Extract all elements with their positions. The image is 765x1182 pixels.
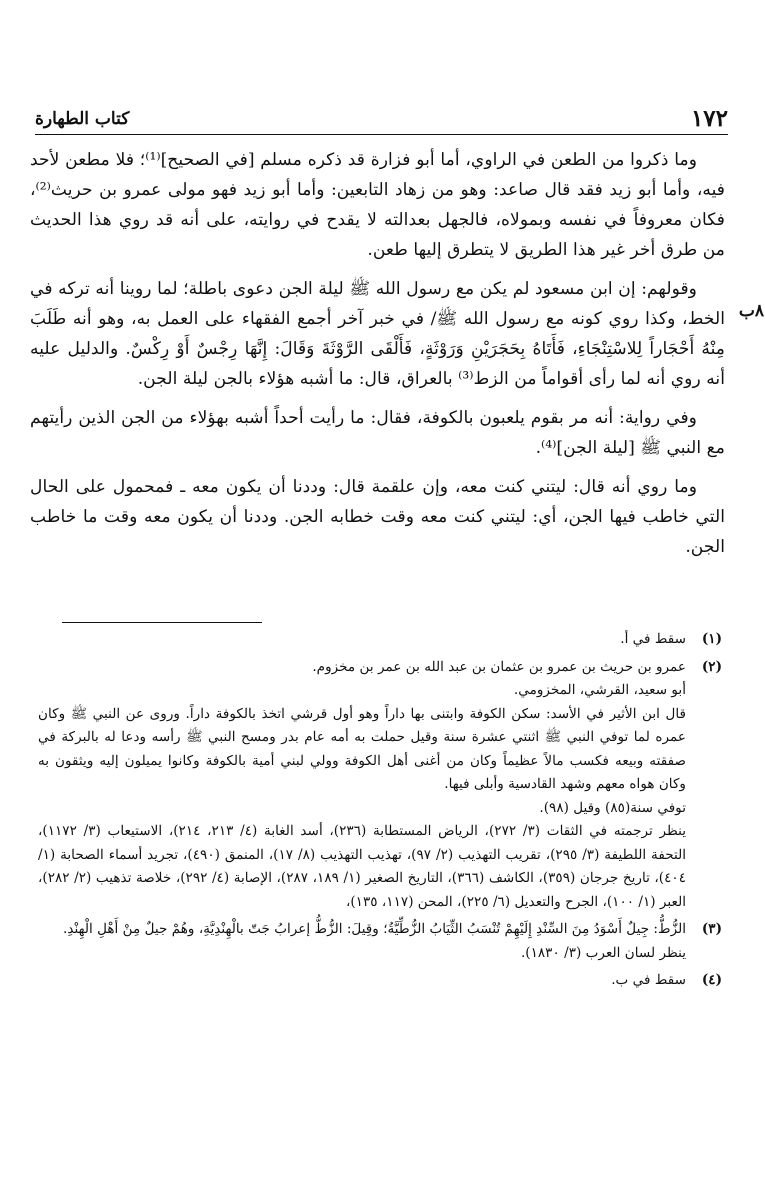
footnote xyxy=(38,628,722,652)
footnote-separator xyxy=(62,622,262,623)
footnote-number: (٤) xyxy=(701,972,722,988)
footnote-number: (٢) xyxy=(701,658,722,675)
footnote-line: الزُّطُّ: جِيلٌ أَسْوَدُ مِنَ السِّنْدِ إِلَيْهِمْ تُنْسَبُ الثِّيَابُ الزُّطِّيَّةُ؛ وقِيلَ: الزُّطُّ إعرابُ جَتّ بالْهِنْدِيَّةِ، وهُمْ جيلٌ مِنْ أَهْلِ الْهِنْدِ. xyxy=(63,921,686,937)
footnote xyxy=(38,969,722,993)
footnote xyxy=(38,918,722,965)
book-title: كتاب الطهارة xyxy=(35,109,130,129)
footnote-number: (٣) xyxy=(701,921,722,937)
footnote-body xyxy=(38,656,686,915)
footnote-line: عمرو بن حريث بن عمرو بن عثمان بن عبد الله بن عمر بن مخزوم. xyxy=(312,658,686,675)
footnote-line: سقط في أ. xyxy=(620,631,686,647)
footnote-line: أبو سعيد، القرشي، المخزومي. xyxy=(513,682,686,698)
footnote-body xyxy=(38,628,686,652)
footnote xyxy=(38,656,722,915)
footnotes xyxy=(38,628,722,997)
footnote-line: سقط في ب. xyxy=(611,972,686,988)
header-rule xyxy=(35,134,728,135)
page-number: ١٧٢ xyxy=(690,105,728,132)
paragraph: وفي رواية: أنه مر بقوم يلعبون بالكوفة، فقال: ما رأيت أحداً أشبه بهؤلاء من الجن الذين رأيتهم مع النبي ﷺ [ليلة الجن]⁽⁴⁾. xyxy=(30,408,725,458)
footnote-body xyxy=(38,969,686,993)
footnote-body xyxy=(38,918,686,965)
footnote-number: (١) xyxy=(701,631,722,647)
main-text xyxy=(30,145,725,571)
footnote-line: ينظر ترجمته في الثقات (٣/ ٢٧٢)، الرياض المستطابة (٢٣٦)، أسد الغابة (٤/ ٢١٣، ٢١٤)، الاستيعاب (٣/ ١١٧٢)، التحفة اللطيفة (٣/ ٢٩٥)، تقريب التهذيب (٢/ ٩٧)، تهذيب التهذيب (٨/ ١٧)، المنمق (٤٩٠)، تجريد أسماء الصحابة (١/ ٤٠٤)، تاريخ جرجان (٣٥٩)، الكاشف (٣٦٦)، التاريخ الصغير (١/ ١٨٩، ٢٨٧)، الإصابة (٤/ ٢٩٢)، خلاصة تذهيب (٢/ ٢٨٢)، العبر (١/ ١٠٠)، الجرح والتعديل (٦/ ٢٢٥)، المحن (١١٧، ١٣٥)، xyxy=(38,823,687,910)
paragraph: وقولهم: إن ابن مسعود لم يكن مع رسول الله ﷺ ليلة الجن دعوى باطلة؛ لما روينا أنه تركه في الخط، وكذا روي كونه مع رسول الله ﷺ/ في خبر آخر أجمع الفقهاء على العمل به، وهو أنه طَلَبَ مِنْهُ أَحْجَاراً لِلاسْتِنْجَاءِ، فَأَتَاهُ بِحَجَرَيْنِ وَرَوْثَةٍ، فَأَلْقَى الرَّوْثَةَ وَقَالَ: إِنَّهَا رِجْسٌ أَوْ رِكْسٌ. والدليل عليه أنه روي أنه لما رأى أقواماً من الزط⁽³⁾ بالعراق، قال: ما أشبه هؤلاء بالجن ليلة الجن. xyxy=(30,279,725,389)
footnote-line: قال ابن الأثير في الأسد: سكن الكوفة وابتنى بها داراً وهو أول قرشي اتخذ بالكوفة داراً. وروى عن النبي ﷺ وكان عمره لما توفي النبي ﷺ اثنتي عشرة سنة وقيل حملت به أمه عام بدر ومسح النبي ﷺ رأسه ودعا له بالبركة في صفقته وبيعه فكسب مالاً عظيماً وكان من أغنى أهل الكوفة وولي لبني أمية بالكوفة وكانوا يميلون إليه ويثقون به وكان هواه معهم وشهد القادسية وأبلى فيها. xyxy=(38,705,686,792)
manuscript-folio-marker: ٨ب xyxy=(738,301,764,321)
paragraph: وما روي أنه قال: ليتني كنت معه، وإن علقمة قال: وددنا أن يكون معه ـ فمحمول على الحال التي خاطب فيها الجن، أي: ليتني كنت معه وقت خطابه الجن. وددنا أن يكون معه وقت ما خاطب الجن. xyxy=(30,477,725,557)
footnote-line: ينظر لسان العرب (٣/ ١٨٣٠). xyxy=(520,944,686,961)
paragraph: وما ذكروا من الطعن في الراوي، أما أبو فزارة قد ذكره مسلم [في الصحيح]⁽¹⁾؛ فلا مطعن لأحد فيه، وأما أبو زيد فقد قال صاعد: وهو من زهاد التابعين: وأما أبو زيد فهو مولى عمرو بن حريث⁽²⁾، فكان معروفاً في نفسه وبمولاه، فالجهل بعدالته لا يقدح في روايته، على أنه قد روي هذا الحديث من طرق أخر غير هذا الطريق لا يتطرق إليها طعن. xyxy=(30,150,725,260)
footnote-line: توفي سنة(٨٥) وقيل (٩٨). xyxy=(539,799,686,816)
page-header xyxy=(35,88,728,130)
